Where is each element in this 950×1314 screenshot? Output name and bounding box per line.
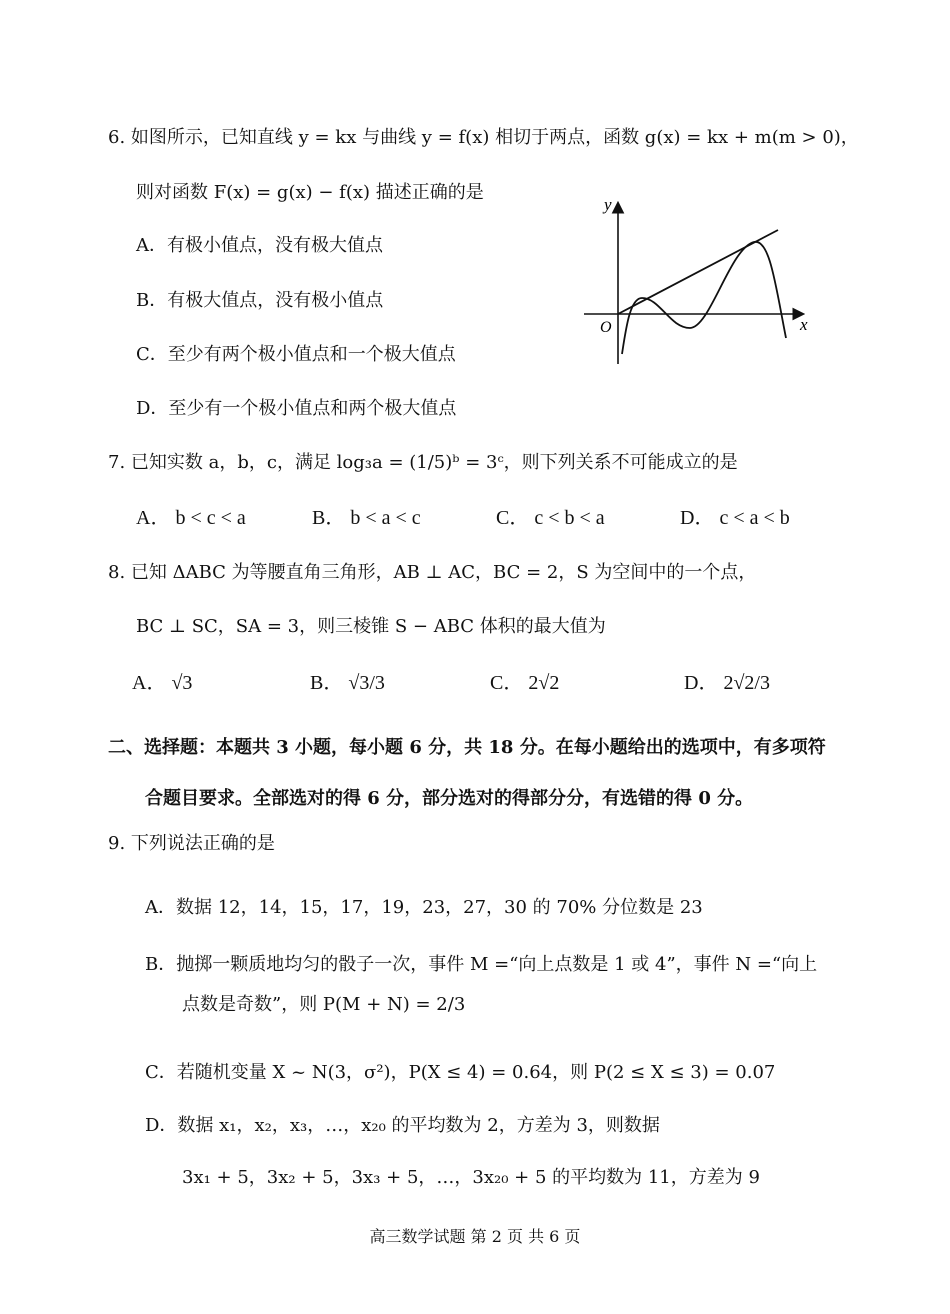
q6-option-c: C．至少有两个极小值点和一个极大值点 (136, 344, 456, 365)
q9-option-d-line2: 3x₁ + 5，3x₂ + 5，3x₃ + 5，…，3x₂₀ + 5 的平均数为 11，方差为 9 (182, 1167, 760, 1188)
q7-stem: 7. 已知实数 a，b，c，满足 log₃a = (1/5)ᵇ = 3ᶜ，则下列关系不可能成立的是 (108, 452, 738, 473)
q8-stem-line1: 8. 已知 ΔABC 为等腰直角三角形，AB ⊥ AC，BC = 2，S 为空间中的一个点， (108, 562, 757, 583)
q7-option-a: A． b < c < a (136, 507, 246, 529)
q9-option-b-line1: B．抛掷一颗质地均匀的骰子一次，事件 M =“向上点数是 1 或 4”，事件 N =“向上 (145, 954, 818, 975)
q6-stem-line1: 6. 如图所示，已知直线 y = kx 与曲线 y = f(x) 相切于两点，函数 g(x) = kx + m(m > 0)， (108, 127, 859, 148)
q6-function-graph (580, 188, 820, 368)
q6-stem-line2: 则对函数 F(x) = g(x) − f(x) 描述正确的是 (136, 182, 484, 203)
x-axis-label: x (800, 315, 808, 334)
q7-option-b: B． b < a < c (312, 507, 421, 529)
q9-option-b-line2: 点数是奇数”，则 P(M + N) = 2/3 (182, 994, 466, 1015)
q8-option-a: A． √3 (132, 672, 193, 694)
page-footer: 高三数学试题 第 2 页 共 6 页 (369, 1227, 581, 1246)
q9-option-c: C．若随机变量 X ~ N(3，σ²)，P(X ≤ 4) = 0.64，则 P(2 ≤ X ≤ 3) = 0.07 (145, 1062, 776, 1083)
q6-option-a: A．有极小值点，没有极大值点 (136, 235, 383, 256)
q9-option-d-line1: D．数据 x₁，x₂，x₃，…，x₂₀ 的平均数为 2，方差为 3，则数据 (145, 1115, 660, 1136)
q8-stem-line2: BC ⊥ SC，SA = 3，则三棱锥 S − ABC 体积的最大值为 (136, 616, 606, 637)
q8-option-b: B． √3/3 (310, 672, 385, 694)
q9-option-a: A．数据 12，14，15，17，19，23，27，30 的 70% 分位数是 23 (145, 897, 703, 918)
q8-option-c: C． 2√2 (490, 672, 560, 694)
q6-option-d: D．至少有一个极小值点和两个极大值点 (136, 398, 457, 419)
origin-label: O (600, 319, 612, 336)
section2-heading-line1: 二、选择题：本题共 3 小题，每小题 6 分，共 18 分。在每小题给出的选项中，有多项符 (108, 737, 826, 758)
q9-stem: 9. 下列说法正确的是 (108, 833, 275, 854)
y-axis-label: y (604, 195, 612, 214)
q7-option-c: C． c < b < a (496, 507, 605, 529)
curve-f (622, 242, 786, 354)
section2-heading-line2: 合题目要求。全部选对的得 6 分，部分选对的得部分分，有选错的得 0 分。 (145, 788, 754, 809)
q6-option-b: B．有极大值点，没有极小值点 (136, 290, 384, 311)
q8-option-d: D． 2√2/3 (684, 672, 770, 694)
q7-option-d: D． c < a < b (680, 507, 790, 529)
